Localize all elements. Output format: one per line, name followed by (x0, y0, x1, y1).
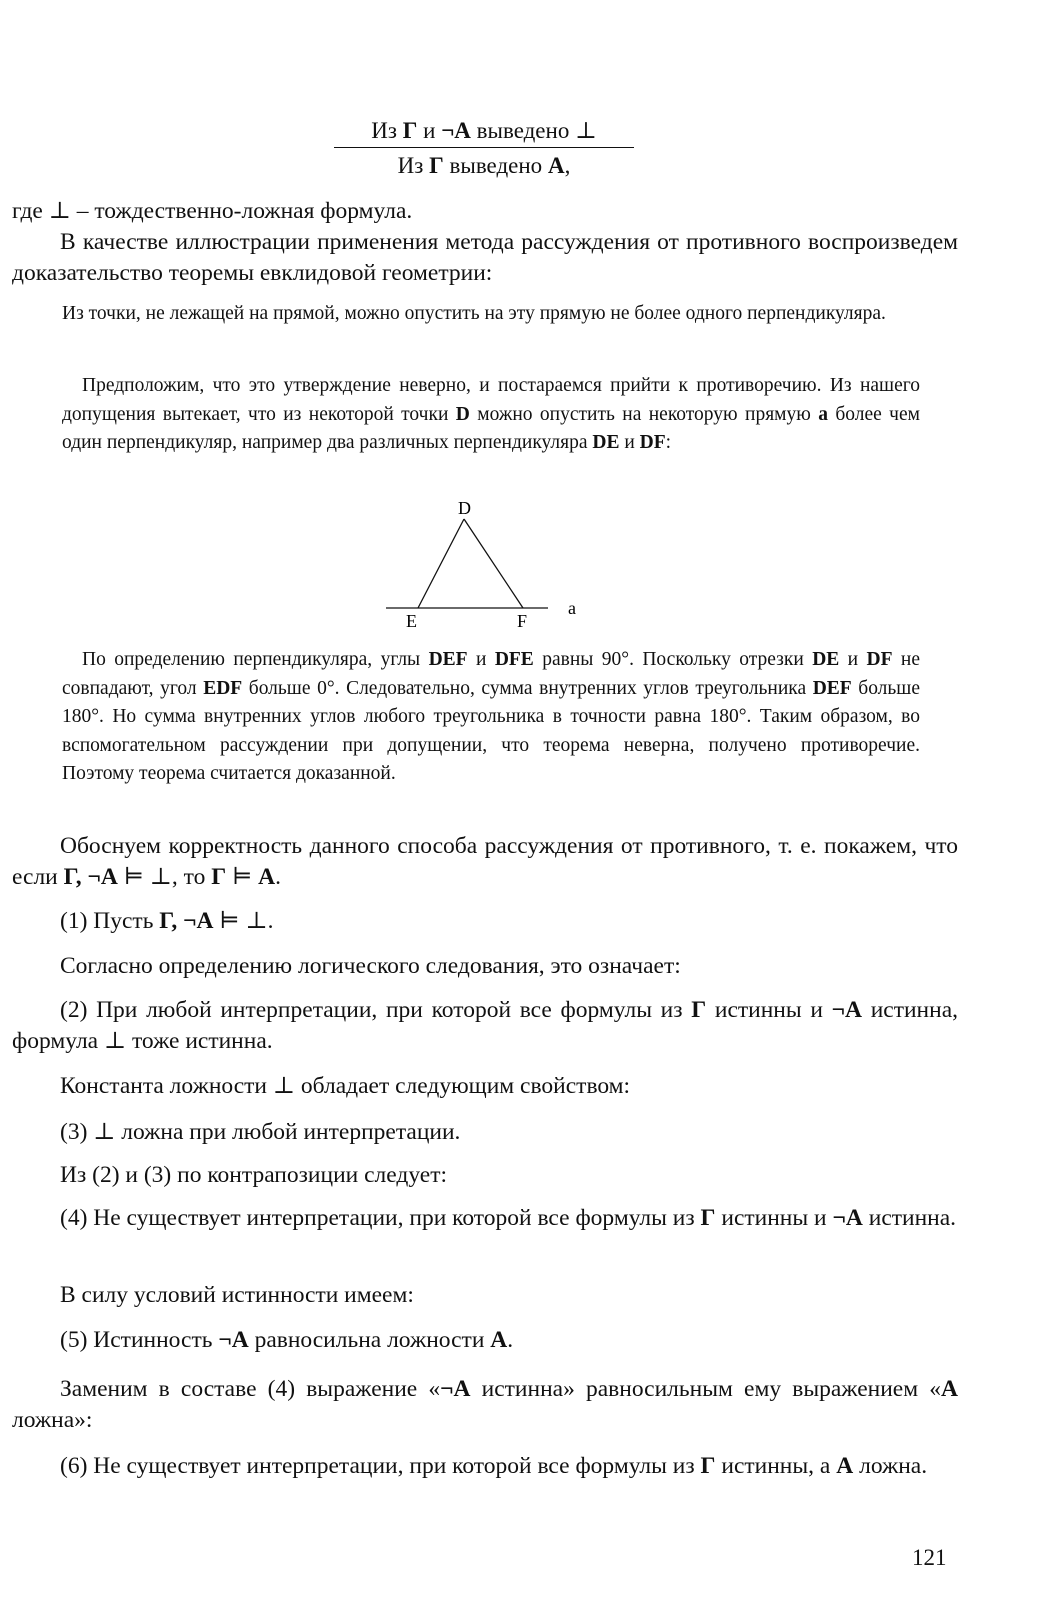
triangle-figure (380, 495, 600, 635)
proof-contradiction: По определению перпендикуляра, углы DEF и DFE равны 90°. Поскольку отрезки DE и DF не совпадают, угол EDF больше 0°. Следовательно, сумма внутренних углов треугольника DEF больше 180°. Но сумма внутренних углов любого треугольника в точности равна 180°. Таким образом, во вспомогательном рассуждении при допущении, что теорема неверна, получено противоречие. Поэтому теорема считается доказанной. (62, 649, 921, 784)
label-D: D (458, 498, 471, 518)
step-2: (2) При любой интерпретации, при которой все формулы из Γ истинны и ¬A истинна, формула ⊥ тоже истинна. (12, 997, 959, 1054)
proof-assumption: Предположим, что это утверждение неверно, и постараемся прийти к противоречию. Из нашего допущения вытекает, что из некоторой точки D можно опустить на некоторую прямую a более чем один перпендикуляр, например два различных перпендикуляра DE и DF: (62, 375, 920, 453)
label-F: F (517, 611, 528, 631)
para-where: где ⊥ – тождественно-ложная формула. (12, 198, 413, 224)
triangle-diagram (380, 495, 600, 635)
step-5: (5) Истинность ¬A равносильна ложности A. (60, 1327, 514, 1353)
para-justification: Обоснуем корректность данного способа рассуждения от противного, т. е. покажем, что если Γ, ¬A ⊨ ⊥, то Γ ⊨ A. (12, 833, 958, 890)
para-constant: Константа ложности ⊥ обладает следующим свойством: (60, 1073, 631, 1099)
para-contraposition: Из (2) и (3) по контрапозиции следует: (60, 1162, 448, 1188)
theorem-statement: Из точки, не лежащей на прямой, можно опустить на эту прямую не более одного перпендикуляра. (62, 303, 886, 324)
label-a: a (568, 598, 576, 618)
step-6: (6) Не существует интерпретации, при которой все формулы из Γ истинны, а A ложна. (60, 1453, 928, 1479)
segment-DF (464, 519, 523, 608)
step-1: (1) Пусть Γ, ¬A ⊨ ⊥. (60, 908, 274, 934)
para-replace: Заменим в составе (4) выражение «¬A истинна» равносильным ему выражением «A ложна»: (12, 1376, 958, 1433)
step-4: (4) Не существует интерпретации, при которой все формулы из Γ истинны и ¬A истинна. (60, 1205, 957, 1231)
label-E: E (406, 611, 417, 631)
page-number: 121 (912, 1545, 947, 1570)
rule-conclusion: Из Γ выведено A, (397, 153, 571, 178)
rule-premise: Из Γ и ¬A выведено ⊥ (371, 118, 597, 143)
rule-fraction-line (334, 147, 634, 148)
step-3: (3) ⊥ ложна при любой интерпретации. (60, 1119, 461, 1145)
inference-rule (334, 116, 634, 181)
para-truth-conditions: В силу условий истинности имеем: (60, 1282, 414, 1308)
para-illustration: В качестве иллюстрации применения метода рассуждения от противного воспроизведем доказательство теоремы евклидовой геометрии: (12, 229, 958, 286)
para-definition: Согласно определению логического следования, это означает: (60, 953, 681, 979)
segment-DE (418, 519, 464, 608)
